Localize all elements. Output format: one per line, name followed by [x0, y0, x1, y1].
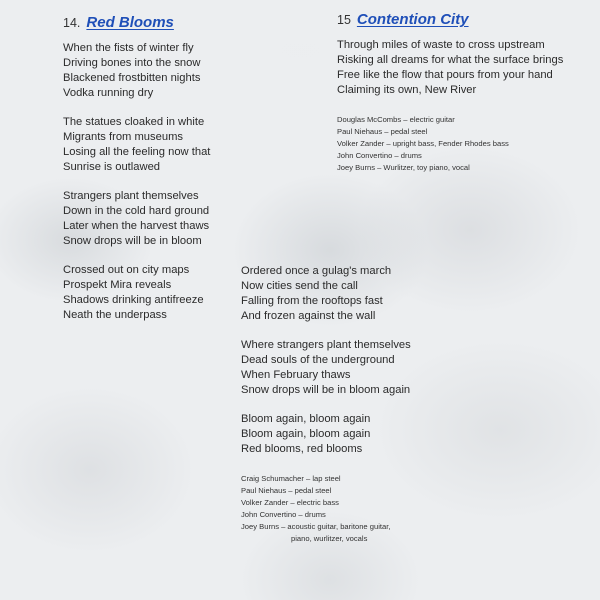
lyric-line: Falling from the rooftops fast [241, 295, 383, 307]
song-15-credits [337, 114, 563, 174]
song-14-continued-column [241, 264, 411, 545]
lyric-line: Blackened frostbitten nights [63, 72, 201, 84]
credit-line: John Convertino – drums [337, 151, 422, 160]
credit-line: piano, wurlitzer, vocals [291, 534, 368, 543]
lyric-line: Neath the underpass [63, 309, 167, 321]
lyric-line: And frozen against the wall [241, 310, 376, 322]
song-15-stanza-1 [337, 38, 563, 98]
lyric-line: Free like the flow that pours from your hand [337, 69, 553, 81]
song-15-title: Contention City [356, 11, 469, 28]
song-15-header [337, 11, 563, 28]
song-14-stanza-2 [63, 115, 210, 175]
lyric-line: Vodka running dry [63, 87, 154, 99]
credit-line: John Convertino – drums [241, 510, 326, 519]
lyric-line: Sunrise is outlawed [63, 161, 161, 173]
lyric-line: Down in the cold hard ground [63, 205, 210, 217]
lyric-line: Dead souls of the underground [241, 354, 395, 366]
lyric-line: Losing all the feeling now that [63, 146, 211, 158]
lyric-line: Later when the harvest thaws [63, 220, 210, 232]
lyric-line: Where strangers plant themselves [241, 339, 411, 351]
lyric-line: Crossed out on city maps [63, 264, 190, 276]
credit-line: Paul Niehaus – pedal steel [241, 486, 332, 495]
lyric-line: Migrants from museums [63, 131, 183, 143]
song-15-number: 15 [337, 13, 351, 27]
song-15-column [337, 11, 563, 174]
credit-line: Paul Niehaus – pedal steel [337, 127, 428, 136]
song-14-stanza-7 [241, 412, 411, 457]
lyric-line: When February thaws [241, 369, 351, 381]
credit-line: Volker Zander – upright bass, Fender Rhodes bass [337, 139, 509, 148]
credit-line: Joey Burns – Wurlitzer, toy piano, vocal [337, 163, 470, 172]
lyric-line: Shadows drinking antifreeze [63, 294, 204, 306]
lyric-line: Bloom again, bloom again [241, 428, 371, 440]
song-14-title: Red Blooms [86, 14, 174, 31]
song-14-stanza-4 [63, 263, 210, 323]
song-14-stanza-1 [63, 41, 210, 101]
lyric-line: Snow drops will be in bloom again [241, 384, 411, 396]
lyric-line: Snow drops will be in bloom [63, 235, 202, 247]
song-14-left-column [63, 14, 210, 337]
song-14-number: 14. [63, 16, 81, 30]
lyric-line: Bloom again, bloom again [241, 413, 371, 425]
song-14-credits [241, 473, 411, 545]
lyric-line: Driving bones into the snow [63, 57, 201, 69]
lyric-line: Red blooms, red blooms [241, 443, 363, 455]
lyric-line: Strangers plant themselves [63, 190, 199, 202]
lyric-line: Through miles of waste to cross upstream [337, 39, 545, 51]
lyric-line: The statues cloaked in white [63, 116, 205, 128]
song-14-stanza-5 [241, 264, 411, 324]
credit-line: Volker Zander – electric bass [241, 498, 339, 507]
lyric-line: When the fists of winter fly [63, 42, 194, 54]
credit-line: Joey Burns – acoustic guitar, baritone guitar, [241, 522, 391, 531]
credit-line: Douglas McCombs – electric guitar [337, 115, 455, 124]
lyric-line: Prospekt Mira reveals [63, 279, 172, 291]
lyric-line: Now cities send the call [241, 280, 358, 292]
song-14-stanza-6 [241, 338, 411, 398]
song-14-header [63, 14, 210, 31]
credit-line: Craig Schumacher – lap steel [241, 474, 341, 483]
lyric-line: Risking all dreams for what the surface brings [337, 54, 564, 66]
lyric-line: Ordered once a gulag's march [241, 265, 392, 277]
song-14-stanza-3 [63, 189, 210, 249]
lyric-line: Claiming its own, New River [337, 84, 477, 96]
